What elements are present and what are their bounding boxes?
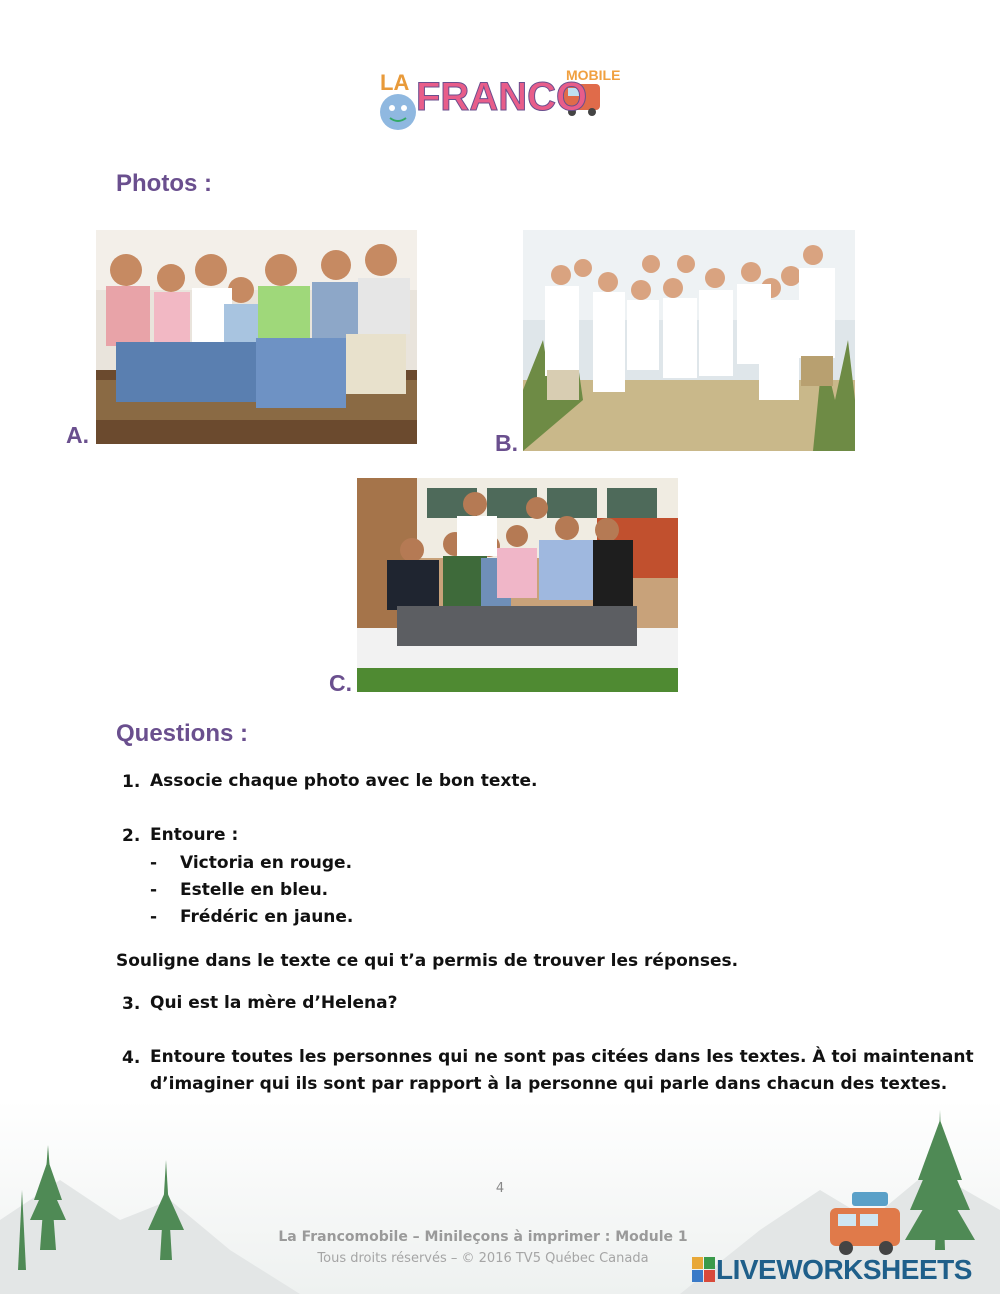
photo-b-label: B. [495,430,518,456]
photo-a-label: A. [66,422,89,448]
list-bullet: - [150,880,158,900]
footer-title: La Francomobile – Minileçons à imprimer : Module 1 [278,1229,688,1245]
question-2-item-frederic: Frédéric en jaune. [180,907,354,927]
photo-c [357,478,678,692]
question-4-number: 4. [122,1048,141,1068]
question-2-text: Entoure : [150,825,239,845]
question-3-number: 3. [122,994,141,1014]
list-bullet: - [150,853,158,873]
page-number: 4 [495,1181,505,1196]
photo-a [96,230,417,444]
photo-c-label: C. [329,670,352,696]
questions-heading: Questions : [116,720,249,747]
question-2-number: 2. [122,826,141,846]
question-3-text: Qui est la mère d’Helena? [150,993,398,1013]
question-2-item-estelle: Estelle en bleu. [180,880,329,900]
francomobile-logo [376,48,632,140]
question-4-line-1: Entoure toutes les personnes qui ne sont pas citées dans les textes. À toi maintenant [150,1047,974,1067]
question-1-number: 1. [122,772,141,792]
underline-instruction: Souligne dans le texte ce qui t’a permis de trouver les réponses. [116,951,739,971]
photos-heading: Photos : [116,170,212,197]
question-4-line-2: d’imaginer qui ils sont par rapport à la personne qui parle dans chacun des textes. [150,1074,948,1094]
logo-franco-text: FRANCO [416,75,588,119]
list-bullet: - [150,907,158,927]
question-2-item-victoria: Victoria en rouge. [180,853,353,873]
liveworksheets-brand[interactable] [692,1254,972,1286]
liveworksheets-text: LIVEWORKSHEETS [716,1254,972,1285]
logo-mobile-text: MOBILE [566,67,621,83]
liveworksheets-logo-icon [692,1257,716,1283]
footer-copyright: Tous droits réservés – © 2016 TV5 Québec Canada [317,1251,649,1266]
photo-b [523,230,855,451]
logo-la-text: LA [380,70,410,95]
question-1-text: Associe chaque photo avec le bon texte. [150,771,538,791]
